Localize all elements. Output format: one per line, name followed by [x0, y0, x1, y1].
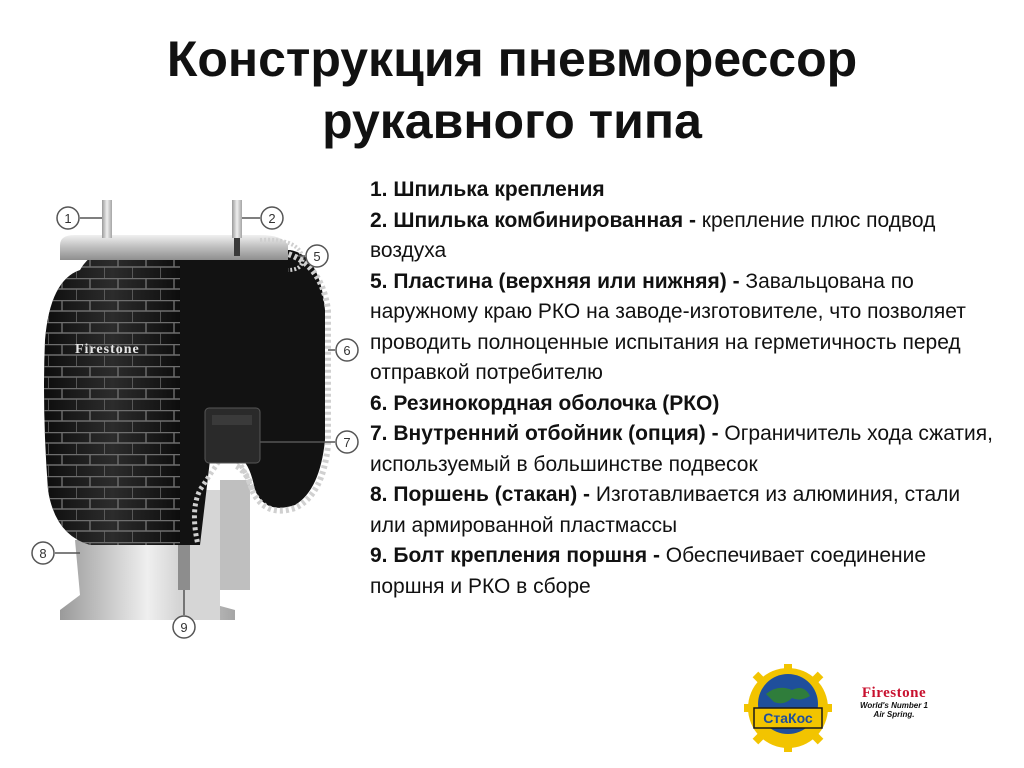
component-descriptions [370, 175, 1000, 602]
air-spring-diagram [20, 190, 370, 650]
callout-7-label: 7 [343, 435, 351, 450]
title-line-2: рукавного типа [322, 93, 702, 149]
desc-item-9 [370, 541, 1000, 602]
desc-item-1 [370, 175, 1000, 206]
desc-text-5: Завальцована по наружному краю РКО на заводе-изготовителе, что позволяет проводить полноценные испытания на герметичность перед отправкой потребителю [370, 269, 966, 384]
stakos-logo [744, 664, 832, 752]
callout-2 [242, 207, 283, 229]
firestone-logo-text: Firestone [861, 685, 927, 701]
desc-item-5 [370, 267, 1000, 389]
firestone-logo [842, 684, 946, 724]
firestone-tagline-1: World's Number 1 [860, 701, 928, 710]
piston-bore [220, 480, 250, 590]
desc-label-1: 1. Шпилька крепления [370, 178, 605, 201]
callout-8 [32, 542, 80, 564]
desc-label-5: 5. Пластина (верхняя или нижняя) - [370, 269, 740, 293]
callout-6-label: 6 [343, 343, 351, 358]
callout-8-label: 8 [39, 546, 47, 561]
top-plate [60, 235, 288, 260]
desc-text-9: Обеспечивает соединение поршня и РКО в сборе [370, 544, 927, 598]
slide-title [0, 28, 1024, 152]
diagram-brand-text: Firestone [75, 342, 140, 357]
callout-2-label: 2 [268, 211, 276, 226]
callout-1 [57, 207, 102, 229]
title-line-1: Конструкция пневморессор [166, 31, 858, 87]
desc-item-2 [370, 206, 1000, 267]
desc-text-7: Ограничитель хода сжатия, используемый в большинстве подвесок [370, 422, 993, 476]
desc-label-7: 7. Внутренний отбойник (опция) - [370, 422, 719, 445]
callout-5-label: 5 [313, 249, 321, 264]
callout-6 [328, 339, 358, 361]
desc-item-7 [370, 419, 1000, 480]
desc-text-8: Изготавливается из алюминия, стали или армированной пластмассы [370, 483, 961, 537]
stud-1 [102, 200, 112, 238]
desc-item-6 [370, 389, 1000, 420]
stud-2 [232, 200, 242, 238]
callout-9-label: 9 [180, 620, 188, 635]
desc-item-8 [370, 480, 1000, 541]
stakos-logo-text: СтаКос [763, 710, 813, 726]
desc-text-2: крепление плюс подвод воздуха [370, 208, 936, 262]
firestone-tagline-2: Air Spring. [873, 710, 915, 719]
desc-label-8: 8. Поршень (стакан) - [370, 483, 591, 506]
desc-label-6: 6. Резинокордная оболочка (РКО) [370, 391, 720, 415]
desc-label-9: 9. Болт крепления поршня - [370, 544, 660, 567]
desc-label-2: 2. Шпилька комбинированная - [370, 208, 696, 232]
callout-1-label: 1 [64, 211, 72, 226]
